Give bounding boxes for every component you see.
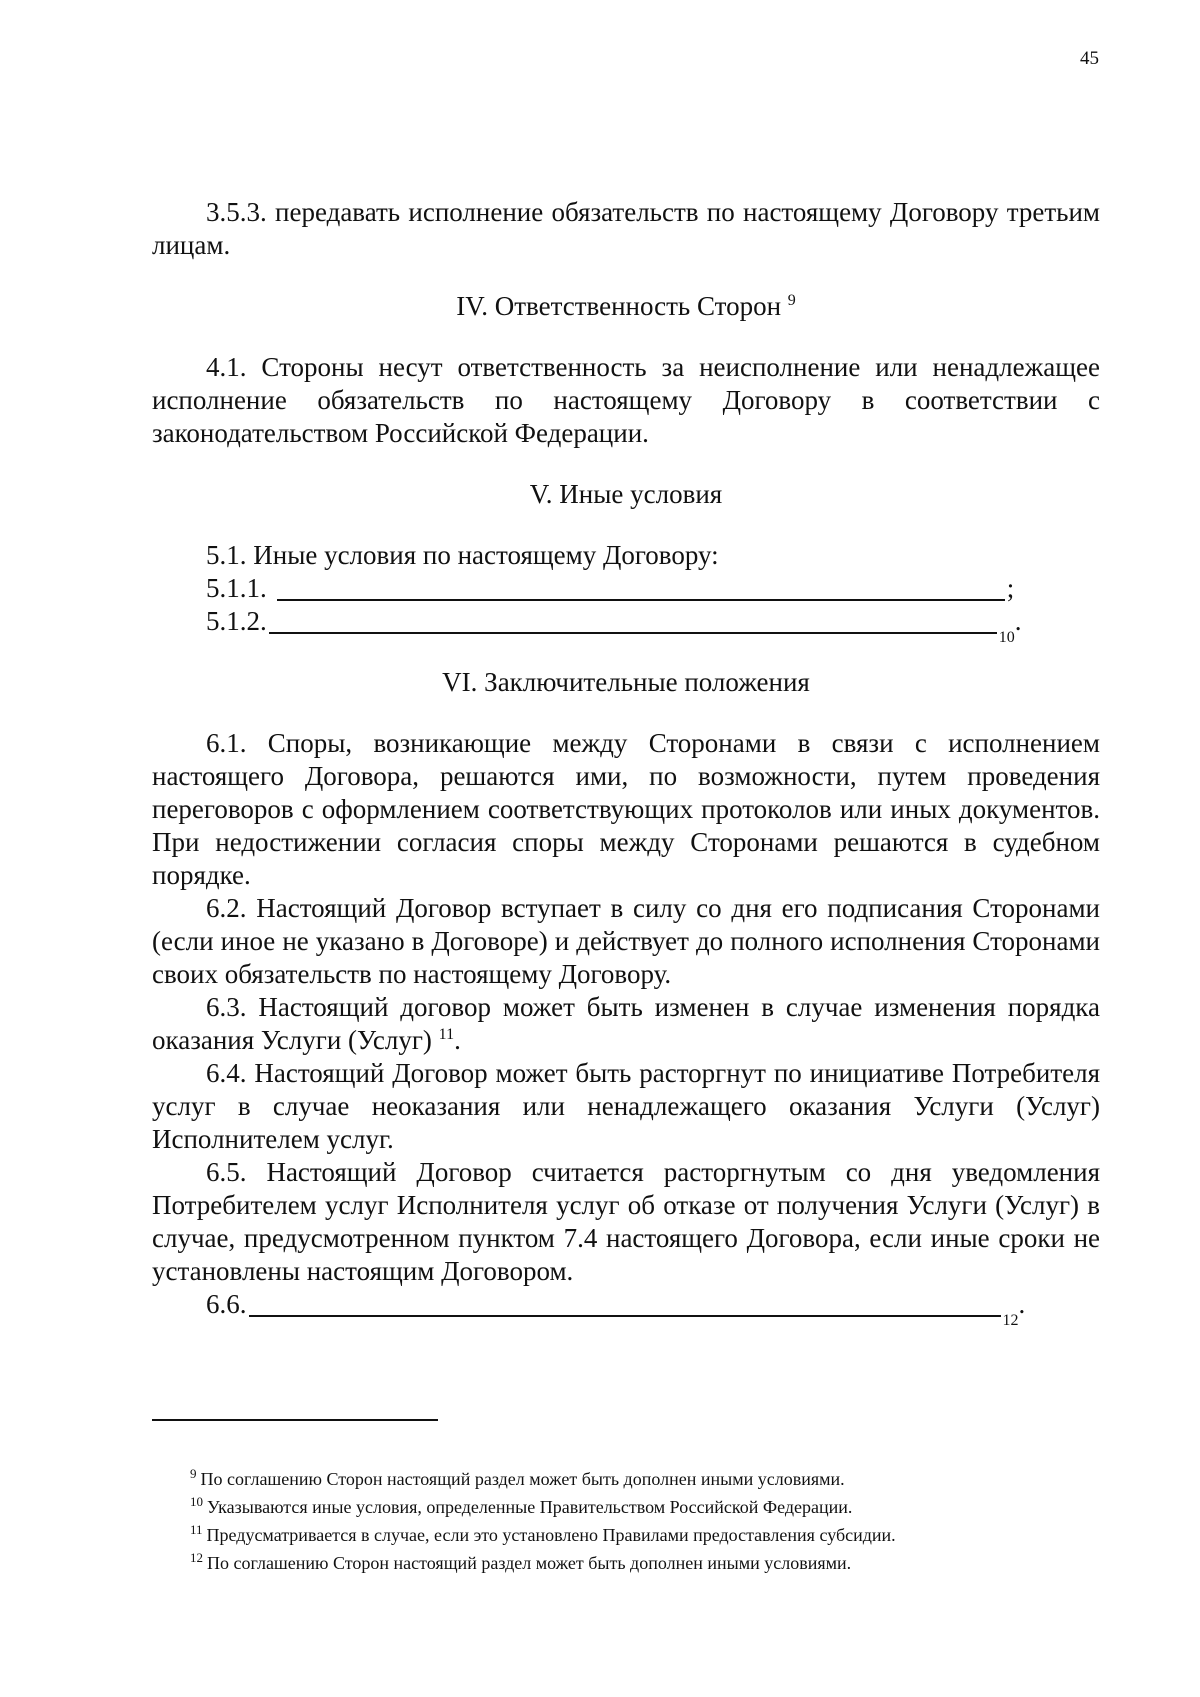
blank-line [249,1289,1001,1317]
footnote-text: Предусматривается в случае, если это установлено Правилами предоставления субсидии. [206,1525,896,1545]
footnote-text: По соглашению Сторон настоящий раздел может быть дополнен иными условиями. [207,1553,852,1573]
section-4-title: IV. Ответственность Сторон [456,291,782,321]
clause-6-4: 6.4. Настоящий Договор может быть расторгнут по инициативе Потребителя услуг в случае неоказания или ненадлежащего оказания Услуги (Услуг) Исполнителем услуг. [152,1058,1100,1154]
footnote-text: Указываются иные условия, определенные Правительством Российской Федерации. [207,1497,853,1517]
section-6-heading: VI. Заключительные положения [442,667,810,697]
section-4-heading [152,290,1100,323]
footnote-9 [190,1465,1090,1493]
clause-6-6-end: . [1018,1289,1026,1319]
section-5-heading: V. Иные условия [529,479,723,509]
clause-5-1-2-end: . [1014,606,1022,636]
footnote-11 [190,1521,1090,1549]
footnote-mark: 10 [190,1494,203,1509]
clause-6-1: 6.1. Споры, возникающие между Сторонами в связи с исполнением настоящего Договора, решаются ими, по возможности, путем проведения переговоров с оформлением соответствующих протоколов или иных документов. При недостижении согласия споры между Сторонами решаются в судебном порядке. [152,728,1100,890]
clause-4-1: 4.1. Стороны несут ответственность за неисполнение или ненадлежащее исполнение обязательств по настоящему Договору в соответствии с законодательством Российской Федерации. [152,352,1100,448]
footnotes [190,1465,1090,1577]
clause-5-1-2-label: 5.1.2. [206,606,267,636]
clause-5-1-1-label: 5.1.1. [206,573,267,603]
clause-5-1-1 [152,572,1100,605]
clause-6-3-end: . [454,1025,461,1055]
blank-line [277,573,1005,601]
clause-6-5: 6.5. Настоящий Договор считается расторгнутым со дня уведомления Потребителем услуг Исполнителя услуг об отказе от получения Услуги (Услуг) в случае, предусмотренном пунктом 7.4 настоящего Договора, если иные сроки не установлены настоящим Договором. [152,1157,1100,1286]
footnote-10 [190,1493,1090,1521]
clause-6-6-label: 6.6. [206,1289,247,1319]
clause-5-1-1-end: ; [1006,573,1015,603]
clause-5-1-2: 5.1.2. 10 . [206,606,1022,646]
clause-6-3 [152,991,1100,1057]
page-number: 45 [1080,48,1099,69]
blank-line [269,606,997,634]
clause-6-3-text: 6.3. Настоящий договор может быть изменен в случае изменения порядка оказания Услуги (Услуг) [152,992,1100,1055]
footnote-separator [152,1419,438,1421]
clause-6-2: 6.2. Настоящий Договор вступает в силу со дня его подписания Сторонами (если иное не указано в Договоре) и действует до полного исполнения Сторонами своих обязательств по настоящему Договору. [152,893,1100,989]
clause-5-1: 5.1. Иные условия по настоящему Договору: [206,540,719,570]
footnote-text: По соглашению Сторон настоящий раздел может быть дополнен иными условиями. [200,1469,845,1489]
clause-3-5-3: 3.5.3. передавать исполнение обязательств по настоящему Договору третьим лицам. [152,197,1100,260]
footnote-mark: 9 [190,1466,197,1481]
footnote-12 [190,1549,1090,1577]
footnote-mark: 11 [190,1522,203,1537]
clause-6-6: 6.6. 12 . [206,1289,1026,1329]
footnote-ref-9: 9 [787,292,796,309]
footnote-mark: 12 [190,1550,203,1565]
footnote-ref-11: 11 [438,1026,455,1043]
contract-body [152,196,1100,1329]
